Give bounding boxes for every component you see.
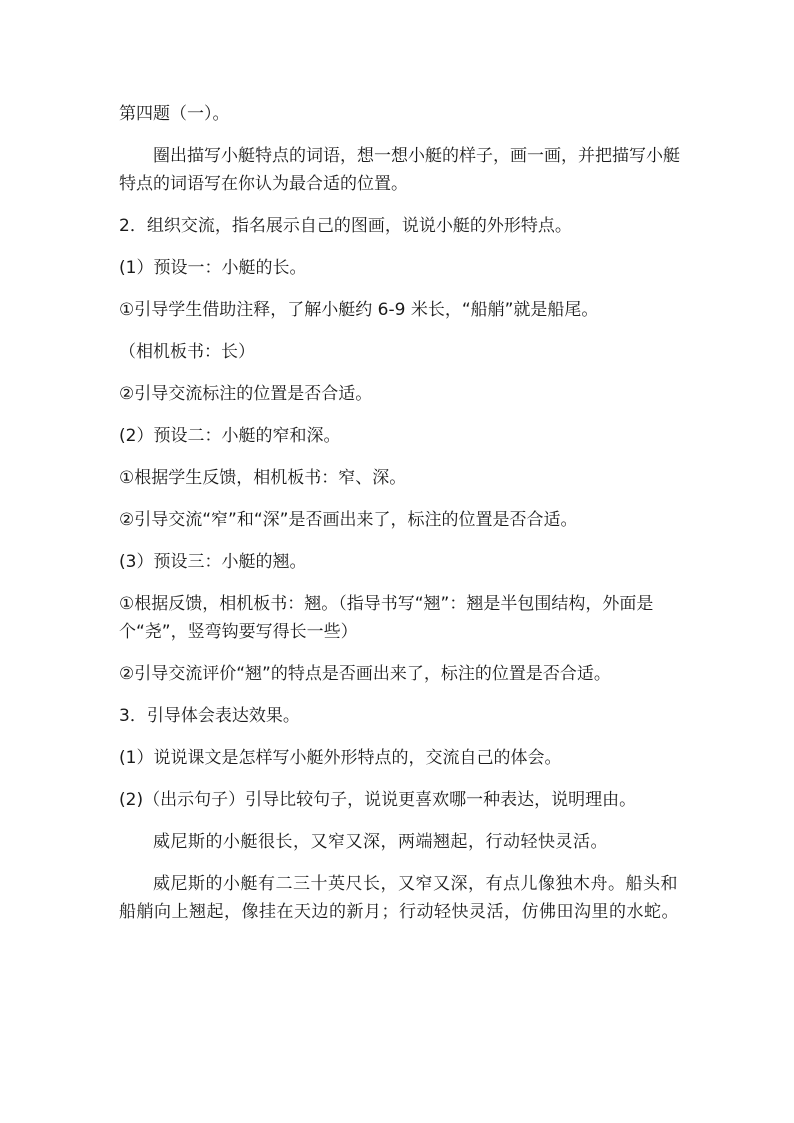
example-sentence-1: 威尼斯的小艇很长，又窄又深，两端翘起，行动轻快灵活。 — [153, 832, 608, 852]
example-sentence-2: 威尼斯的小艇有二三十英尺长，又窄又深，有点儿像独木舟。船头和船艄向上翘起，像挂在天边的新月；行动轻快灵活，仿佛田沟里的水蛇。 — [119, 874, 679, 922]
instruction-paragraph: 圈出描写小艇特点的词语，想一想小艇的样子，画一画，并把描写小艇特点的词语写在你认为最合适的位置。 — [119, 146, 680, 194]
preset-3: (3）预设三：小艇的翘。 — [119, 552, 307, 572]
preset-3-item-2: ②引导交流评价“翘”的特点是否画出来了，标注的位置是否合适。 — [119, 664, 611, 684]
step-3: 3．引导体会表达效果。 — [119, 706, 300, 726]
section-heading: 第四题（一）。 — [119, 104, 230, 124]
step-3-item-1: (1）说说课文是怎样写小艇外形特点的，交流自己的体会。 — [119, 748, 562, 768]
preset-1-item-1: ①引导学生借助注释，了解小艇约 6-9 米长，“船艄”就是船尾。 — [119, 300, 599, 320]
board-note-long: （相机板书：长） — [119, 342, 255, 362]
preset-2-item-2: ②引导交流“窄”和“深”是否画出来了，标注的位置是否合适。 — [119, 510, 578, 530]
preset-2: (2）预设二：小艇的窄和深。 — [119, 426, 341, 446]
preset-3-item-1: ①根据反馈，相机板书：翘。（指导书写“翘”：翘是半包围结构，外面是个“尧”，竖弯钩要写得长一些） — [119, 594, 654, 642]
preset-2-item-1: ①根据学生反馈，相机板书：窄、深。 — [119, 468, 407, 488]
preset-1-item-2: ②引导交流标注的位置是否合适。 — [119, 384, 373, 404]
step-2: 2．组织交流，指名展示自己的图画，说说小艇的外形特点。 — [119, 216, 572, 236]
step-3-item-2: (2)（出示句子）引导比较句子，说说更喜欢哪一种表达，说明理由。 — [119, 790, 637, 810]
preset-1: (1）预设一：小艇的长。 — [119, 258, 307, 278]
